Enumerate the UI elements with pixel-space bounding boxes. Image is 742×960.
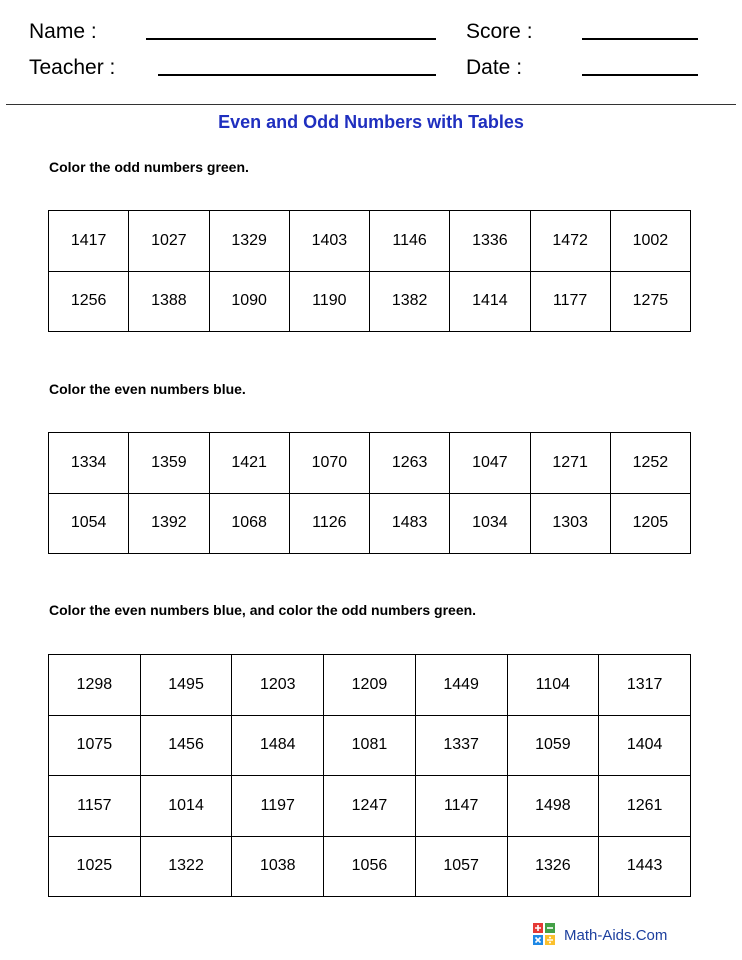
- number-cell[interactable]: 1027: [129, 211, 209, 272]
- number-cell[interactable]: 1336: [450, 211, 530, 272]
- number-cell[interactable]: 1388: [129, 271, 209, 332]
- number-cell[interactable]: 1414: [450, 271, 530, 332]
- table-row: [49, 211, 691, 272]
- name-line[interactable]: [146, 38, 436, 40]
- number-cell[interactable]: 1059: [507, 715, 599, 776]
- number-cell[interactable]: 1090: [209, 271, 289, 332]
- math-symbols-icon: [533, 923, 555, 945]
- number-cell[interactable]: 1104: [507, 655, 599, 716]
- brand-name: Math-Aids.Com: [564, 927, 668, 944]
- number-cell[interactable]: 1271: [530, 433, 610, 494]
- number-cell[interactable]: 1334: [49, 433, 129, 494]
- number-cell[interactable]: 1057: [415, 836, 507, 897]
- number-cell[interactable]: 1303: [530, 493, 610, 554]
- number-cell[interactable]: 1056: [324, 836, 416, 897]
- number-cell[interactable]: 1203: [232, 655, 324, 716]
- instruction-even: Color the even numbers blue.: [49, 381, 246, 397]
- number-cell[interactable]: 1075: [49, 715, 141, 776]
- number-cell[interactable]: 1275: [610, 271, 690, 332]
- number-cell[interactable]: 1298: [49, 655, 141, 716]
- number-cell[interactable]: 1014: [140, 776, 232, 837]
- table-row: [49, 271, 691, 332]
- instruction-odd: Color the odd numbers green.: [49, 159, 249, 175]
- worksheet-title: Even and Odd Numbers with Tables: [218, 112, 524, 132]
- number-cell[interactable]: 1025: [49, 836, 141, 897]
- number-cell[interactable]: 1054: [49, 493, 129, 554]
- number-cell[interactable]: 1205: [610, 493, 690, 554]
- number-cell[interactable]: 1421: [209, 433, 289, 494]
- number-cell[interactable]: 1070: [289, 433, 369, 494]
- number-cell[interactable]: 1081: [324, 715, 416, 776]
- table-row: [49, 655, 691, 716]
- number-cell[interactable]: 1484: [232, 715, 324, 776]
- name-label: Name :: [29, 20, 97, 43]
- table-row: [49, 715, 691, 776]
- teacher-line[interactable]: [158, 74, 436, 76]
- number-cell[interactable]: 1329: [209, 211, 289, 272]
- number-table-mixed: [48, 654, 691, 897]
- number-cell[interactable]: 1261: [599, 776, 691, 837]
- number-cell[interactable]: 1126: [289, 493, 369, 554]
- number-cell[interactable]: 1068: [209, 493, 289, 554]
- number-cell[interactable]: 1190: [289, 271, 369, 332]
- number-cell[interactable]: 1047: [450, 433, 530, 494]
- number-cell[interactable]: 1337: [415, 715, 507, 776]
- number-cell[interactable]: 1498: [507, 776, 599, 837]
- number-cell[interactable]: 1449: [415, 655, 507, 716]
- number-cell[interactable]: 1317: [599, 655, 691, 716]
- teacher-label: Teacher :: [29, 56, 116, 79]
- number-table-even: [48, 432, 691, 554]
- table-row: [49, 493, 691, 554]
- header-divider: [6, 104, 736, 105]
- number-cell[interactable]: 1456: [140, 715, 232, 776]
- number-cell[interactable]: 1038: [232, 836, 324, 897]
- number-cell[interactable]: 1495: [140, 655, 232, 716]
- number-cell[interactable]: 1472: [530, 211, 610, 272]
- number-cell[interactable]: 1209: [324, 655, 416, 716]
- number-cell[interactable]: 1326: [507, 836, 599, 897]
- date-line[interactable]: [582, 74, 698, 76]
- number-cell[interactable]: 1146: [370, 211, 450, 272]
- score-line[interactable]: [582, 38, 698, 40]
- number-cell[interactable]: 1252: [610, 433, 690, 494]
- number-cell[interactable]: 1256: [49, 271, 129, 332]
- number-cell[interactable]: 1443: [599, 836, 691, 897]
- date-label: Date :: [466, 56, 523, 79]
- table-row: [49, 776, 691, 837]
- number-cell[interactable]: 1359: [129, 433, 209, 494]
- instruction-even-odd: Color the even numbers blue, and color the odd numbers green.: [49, 602, 477, 618]
- number-cell[interactable]: 1403: [289, 211, 369, 272]
- number-cell[interactable]: 1392: [129, 493, 209, 554]
- number-cell[interactable]: 1263: [370, 433, 450, 494]
- number-cell[interactable]: 1247: [324, 776, 416, 837]
- table-row: [49, 836, 691, 897]
- number-cell[interactable]: 1382: [370, 271, 450, 332]
- number-cell[interactable]: 1417: [49, 211, 129, 272]
- number-cell[interactable]: 1404: [599, 715, 691, 776]
- number-cell[interactable]: 1157: [49, 776, 141, 837]
- number-cell[interactable]: 1177: [530, 271, 610, 332]
- number-cell[interactable]: 1034: [450, 493, 530, 554]
- table-row: [49, 433, 691, 494]
- number-cell[interactable]: 1322: [140, 836, 232, 897]
- number-cell[interactable]: 1197: [232, 776, 324, 837]
- number-cell[interactable]: 1483: [370, 493, 450, 554]
- number-cell[interactable]: 1147: [415, 776, 507, 837]
- number-table-odd: [48, 210, 691, 332]
- score-label: Score :: [466, 20, 533, 43]
- number-cell[interactable]: 1002: [610, 211, 690, 272]
